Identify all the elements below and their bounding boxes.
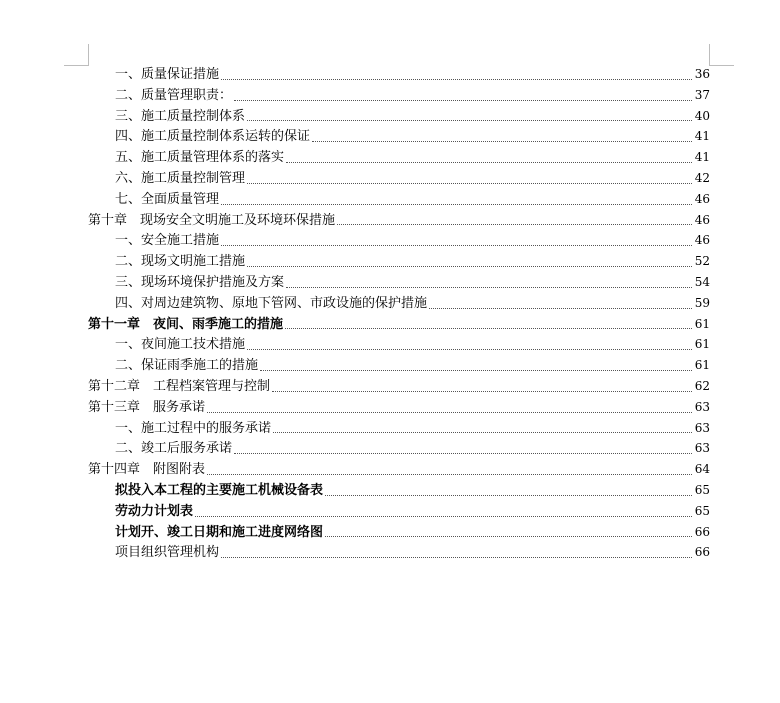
toc-entry-title: 七、全面质量管理 (115, 191, 220, 207)
toc-entry-title: 第十二章 工程档案管理与控制 (88, 379, 271, 394)
toc-entry-title: 一、质量保证措施 (115, 67, 220, 82)
toc-section-entry[interactable] (115, 85, 710, 106)
toc-page-number: 40 (694, 108, 710, 123)
top-right-corner-mark (709, 44, 734, 66)
toc-page-number: 62 (694, 379, 710, 393)
toc-entry-title: 四、对周边建筑物、原地下管网、市政设施的保护措施 (115, 295, 428, 311)
toc-entry-title: 计划开、竣工日期和施工进度网络图 (115, 524, 324, 540)
toc-entry-title: 六、施工质量控制管理 (115, 171, 246, 186)
toc-dot-leader (272, 390, 692, 392)
toc-dot-leader (286, 161, 692, 163)
toc-section-entry[interactable] (115, 418, 710, 439)
toc-page-number: 59 (694, 295, 710, 310)
toc-dot-leader (325, 535, 692, 537)
toc-section-entry[interactable] (115, 480, 710, 501)
toc-page-number: 41 (694, 129, 710, 144)
toc-page-number: 37 (694, 87, 710, 102)
toc-dot-leader (221, 78, 692, 80)
toc-entry-title: 二、现场文明施工措施 (115, 254, 246, 270)
toc-entry-title: 第十三章 服务承诺 (88, 399, 206, 415)
toc-section-entry[interactable] (115, 230, 710, 251)
toc-entry-title: 一、安全施工措施 (115, 233, 220, 249)
toc-page-number: 46 (694, 212, 710, 227)
toc-page-number: 42 (694, 171, 710, 185)
top-left-corner-mark (64, 44, 89, 66)
toc-page-number: 54 (694, 275, 710, 289)
toc-entry-title: 二、保证雨季施工的措施 (115, 358, 259, 374)
toc-chapter-entry[interactable] (88, 314, 710, 335)
toc-dot-leader (247, 265, 692, 267)
toc-dot-leader (207, 411, 692, 413)
toc-section-entry[interactable] (115, 64, 710, 85)
toc-section-entry[interactable] (115, 106, 710, 127)
toc-section-entry[interactable] (115, 501, 710, 522)
toc-page-number: 36 (694, 67, 710, 81)
toc-dot-leader (286, 286, 692, 288)
toc-section-entry[interactable] (115, 293, 710, 314)
toc-page-number: 41 (694, 150, 710, 165)
toc-section-entry[interactable] (115, 334, 710, 355)
toc-entry-title: 三、现场环境保护措施及方案 (115, 275, 285, 290)
toc-entry-title: 一、施工过程中的服务承诺 (115, 420, 272, 436)
toc-page-number: 63 (694, 399, 710, 414)
toc-chapter-entry[interactable] (88, 376, 710, 397)
toc-entry-title: 一、夜间施工技术措施 (115, 337, 246, 353)
toc-page-number: 63 (694, 420, 710, 435)
toc-section-entry[interactable] (115, 168, 710, 189)
toc-entry-title: 劳动力计划表 (115, 503, 194, 519)
toc-section-entry[interactable] (115, 251, 710, 272)
toc-dot-leader (247, 348, 692, 350)
toc-dot-leader (247, 182, 692, 184)
toc-entry-title: 二、竣工后服务承诺 (115, 441, 233, 457)
toc-section-entry[interactable] (115, 542, 710, 563)
toc-page-number: 61 (694, 316, 710, 331)
toc-dot-leader (207, 473, 692, 475)
toc-dot-leader (312, 140, 692, 142)
toc-dot-leader (429, 307, 692, 309)
toc-entry-title: 三、施工质量控制体系 (115, 108, 246, 124)
toc-section-entry[interactable] (115, 522, 710, 543)
toc-dot-leader (260, 369, 692, 371)
toc-dot-leader (273, 431, 692, 433)
toc-section-entry[interactable] (115, 126, 710, 147)
toc-page-number: 66 (694, 545, 710, 560)
toc-dot-leader (221, 556, 692, 558)
toc-section-entry[interactable] (115, 438, 710, 459)
toc-chapter-entry[interactable] (88, 210, 710, 231)
toc-entry-title: 二、质量管理职责： (115, 87, 233, 103)
toc-page-number: 64 (694, 462, 710, 477)
toc-entry-title: 项目组织管理机构 (115, 545, 220, 561)
toc-entry-title: 五、施工质量管理体系的落实 (115, 150, 285, 166)
toc-dot-leader (285, 327, 692, 329)
toc-entry-title: 第十四章 附图附表 (88, 462, 206, 478)
toc-page-number: 65 (694, 503, 710, 518)
toc-dot-leader (337, 223, 692, 225)
toc-page-number: 46 (694, 233, 710, 248)
toc-dot-leader (234, 99, 692, 101)
toc-dot-leader (221, 203, 692, 205)
toc-entry-title: 第十一章 夜间、雨季施工的措施 (88, 316, 284, 332)
toc-section-entry[interactable] (115, 272, 710, 293)
toc-chapter-entry[interactable] (88, 459, 710, 480)
toc-section-entry[interactable] (115, 355, 710, 376)
toc-page-number: 65 (694, 483, 710, 497)
toc-dot-leader (234, 452, 692, 454)
toc-section-entry[interactable] (115, 189, 710, 210)
toc-entry-title: 第十章 现场安全文明施工及环境环保措施 (88, 212, 336, 228)
toc-dot-leader (195, 515, 692, 517)
toc-dot-leader (221, 244, 692, 246)
toc-page-number: 61 (694, 358, 710, 373)
toc-dot-leader (247, 119, 692, 121)
toc-entry-title: 四、施工质量控制体系运转的保证 (115, 129, 311, 145)
toc-section-entry[interactable] (115, 147, 710, 168)
toc-page-number: 46 (694, 191, 710, 206)
toc-page-number: 61 (694, 337, 710, 352)
toc-chapter-entry[interactable] (88, 397, 710, 418)
toc-page-number: 66 (694, 524, 710, 539)
toc-entry-title: 拟投入本工程的主要施工机械设备表 (115, 483, 324, 498)
toc-dot-leader (325, 494, 692, 496)
toc-page-number: 52 (694, 254, 710, 269)
toc-page-number: 63 (694, 441, 710, 456)
